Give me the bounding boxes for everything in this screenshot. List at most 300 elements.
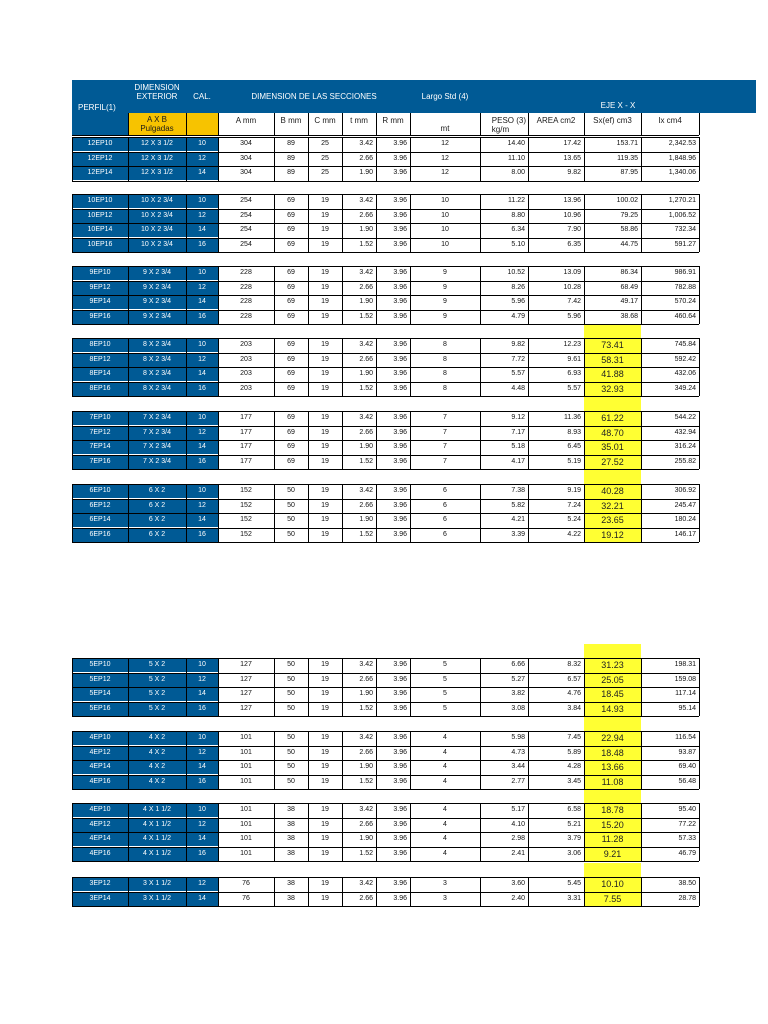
cell-cal: 12 — [186, 209, 218, 223]
header-eje — [480, 98, 756, 113]
cell-c-mm: 19 — [321, 778, 329, 785]
cell-perfil: 7EP14 — [72, 440, 128, 454]
cell-area: 5.24 — [567, 516, 581, 523]
cell-ix: 306.92 — [674, 487, 696, 494]
cell-t-mm: 1.90 — [359, 298, 373, 305]
grid-vline — [584, 113, 585, 135]
cell-perfil: 9EP10 — [72, 266, 128, 280]
header-cal — [186, 80, 218, 113]
cell-t-mm: 2.66 — [359, 356, 373, 363]
grid-vline — [218, 266, 219, 324]
cell-perfil: 12EP14 — [72, 166, 128, 180]
cell-sx: 100.02 — [616, 197, 638, 204]
grid-vline — [128, 137, 129, 181]
grid-vline — [128, 877, 129, 906]
grid-vline — [218, 484, 219, 542]
header-mt — [410, 113, 480, 135]
header-c-mm — [308, 113, 342, 135]
grid-vline — [480, 113, 481, 135]
grid-hline — [72, 396, 699, 397]
header-peso — [480, 113, 528, 135]
grid-vline — [308, 731, 309, 789]
cell-dimension: 10 X 2 3/4 — [128, 209, 186, 223]
cell-area: 5.57 — [567, 385, 581, 392]
grid-vline — [528, 194, 529, 252]
cell-largo: 8 — [443, 356, 447, 363]
cell-t-mm: 2.66 — [359, 895, 373, 902]
grid-vline — [72, 731, 73, 789]
cell-cal: 14 — [186, 223, 218, 237]
cell-t-mm: 3.42 — [359, 414, 373, 421]
cell-ix: 255.82 — [674, 458, 696, 465]
cell-r-mm: 3.96 — [393, 313, 407, 320]
cell-t-mm: 1.90 — [359, 835, 373, 842]
cell-ix: 570.24 — [674, 298, 696, 305]
grid-vline — [376, 484, 377, 542]
cell-r-mm: 3.96 — [393, 895, 407, 902]
header-dimension-secciones — [218, 80, 410, 113]
grid-vline — [342, 266, 343, 324]
cell-cal: 10 — [186, 803, 218, 817]
cell-largo: 9 — [443, 298, 447, 305]
cell-b-mm: 50 — [287, 676, 295, 683]
cell-dimension: 9 X 2 3/4 — [128, 266, 186, 280]
cell-dimension: 4 X 2 — [128, 746, 186, 760]
cell-largo: 6 — [443, 487, 447, 494]
header-ix — [641, 113, 699, 135]
cell-r-mm: 3.96 — [393, 284, 407, 291]
cell-sx: 119.35 — [617, 155, 638, 162]
cell-a-mm: 203 — [240, 370, 252, 377]
cell-t-mm: 1.52 — [359, 313, 373, 320]
grid-vline — [376, 194, 377, 252]
grid-hline — [72, 673, 699, 674]
cell-sx: 153.71 — [616, 140, 638, 147]
cell-area: 3.31 — [567, 895, 581, 902]
grid-vline — [218, 411, 219, 469]
grid-hline — [72, 528, 699, 529]
cell-dimension: 10 X 2 3/4 — [128, 223, 186, 237]
grid-hline — [72, 542, 699, 543]
cell-dimension: 6 X 2 — [128, 499, 186, 513]
cell-t-mm: 3.42 — [359, 806, 373, 813]
cell-a-mm: 127 — [240, 705, 252, 712]
cell-largo: 12 — [441, 169, 449, 176]
cell-sx: 32.93 — [584, 382, 641, 396]
cell-r-mm: 3.96 — [393, 531, 407, 538]
cell-largo: 12 — [441, 155, 449, 162]
grid-vline — [528, 484, 529, 542]
cell-b-mm: 89 — [287, 155, 295, 162]
cell-area: 6.57 — [567, 676, 581, 683]
grid-vline — [186, 877, 187, 906]
header-eje-band-top — [480, 80, 756, 98]
grid-vline — [274, 338, 275, 396]
grid-hline — [72, 382, 699, 383]
cell-r-mm: 3.96 — [393, 734, 407, 741]
cell-perfil: 5EP10 — [72, 658, 128, 672]
cell-perfil: 7EP12 — [72, 426, 128, 440]
cell-b-mm: 38 — [287, 806, 295, 813]
cell-b-mm: 50 — [287, 531, 295, 538]
grid-vline — [699, 411, 700, 469]
cell-c-mm: 19 — [321, 443, 329, 450]
cell-largo: 6 — [443, 531, 447, 538]
header-a-mm-label: A mm — [235, 116, 257, 125]
cell-t-mm: 1.52 — [359, 241, 373, 248]
cell-sx: 18.48 — [584, 746, 641, 760]
cell-dimension: 4 X 2 — [128, 760, 186, 774]
grid-hline — [72, 469, 699, 470]
cell-t-mm: 2.66 — [359, 284, 373, 291]
cell-peso: 5.57 — [511, 370, 525, 377]
cell-r-mm: 3.96 — [393, 414, 407, 421]
header-sx — [584, 113, 641, 135]
cell-ix: 95.40 — [678, 806, 696, 813]
cell-r-mm: 3.96 — [393, 705, 407, 712]
cell-r-mm: 3.96 — [393, 778, 407, 785]
cell-b-mm: 69 — [287, 458, 295, 465]
grid-vline — [584, 194, 585, 252]
grid-vline — [528, 411, 529, 469]
grid-vline — [699, 266, 700, 324]
cell-a-mm: 101 — [240, 835, 252, 842]
cell-ix: 95.14 — [678, 705, 696, 712]
cell-area: 4.22 — [567, 531, 581, 538]
grid-vline — [186, 803, 187, 861]
grid-hline — [72, 455, 699, 456]
cell-cal: 14 — [186, 892, 218, 906]
cell-c-mm: 19 — [321, 212, 329, 219]
cell-sx: 79.25 — [620, 212, 638, 219]
cell-perfil: 12EP12 — [72, 152, 128, 166]
cell-c-mm: 19 — [321, 313, 329, 320]
grid-vline — [308, 803, 309, 861]
cell-ix: 180.24 — [674, 516, 696, 523]
grid-hline — [72, 499, 699, 500]
cell-dimension: 7 X 2 3/4 — [128, 440, 186, 454]
cell-cal: 16 — [186, 528, 218, 542]
cell-b-mm: 69 — [287, 284, 295, 291]
grid-vline — [342, 731, 343, 789]
grid-vline — [641, 731, 642, 789]
cell-peso: 9.12 — [511, 414, 525, 421]
grid-vline — [128, 194, 129, 252]
cell-dimension: 5 X 2 — [128, 673, 186, 687]
cell-area: 10.28 — [563, 284, 581, 291]
cell-ix: 592.42 — [674, 356, 696, 363]
cell-largo: 10 — [441, 241, 449, 248]
cell-peso: 11.22 — [508, 197, 525, 204]
cell-dimension: 12 X 3 1/2 — [128, 166, 186, 180]
grid-vline — [410, 113, 411, 135]
cell-sx: 11.08 — [584, 775, 641, 789]
cell-ix: 591.27 — [674, 241, 696, 248]
cell-t-mm: 3.42 — [359, 197, 373, 204]
cell-cal: 16 — [186, 847, 218, 861]
grid-vline — [72, 877, 73, 906]
grid-vline — [218, 877, 219, 906]
grid-vline — [641, 484, 642, 542]
cell-area: 13.65 — [563, 155, 581, 162]
cell-ix: 117.14 — [675, 690, 696, 697]
grid-vline — [528, 731, 529, 789]
cell-peso: 3.08 — [511, 705, 525, 712]
cell-largo: 3 — [443, 895, 447, 902]
grid-vline — [218, 803, 219, 861]
cell-perfil: 5EP12 — [72, 673, 128, 687]
cell-t-mm: 3.42 — [359, 880, 373, 887]
header-cal-fill — [186, 113, 218, 135]
cell-c-mm: 19 — [321, 502, 329, 509]
cell-t-mm: 2.66 — [359, 502, 373, 509]
cell-cal: 10 — [186, 266, 218, 280]
grid-vline — [528, 266, 529, 324]
grid-hline — [72, 310, 699, 311]
cell-peso: 11.10 — [508, 155, 525, 162]
cell-perfil: 3EP12 — [72, 877, 128, 891]
cell-peso: 8.00 — [511, 169, 525, 176]
cell-perfil: 4EP12 — [72, 818, 128, 832]
cell-cal: 14 — [186, 367, 218, 381]
header-sx-label: Sx(ef) cm3 — [593, 116, 632, 125]
cell-r-mm: 3.96 — [393, 516, 407, 523]
cell-r-mm: 3.96 — [393, 835, 407, 842]
grid-hline — [72, 426, 699, 427]
cell-r-mm: 3.96 — [393, 690, 407, 697]
grid-hline — [72, 818, 699, 819]
cell-b-mm: 69 — [287, 241, 295, 248]
cell-r-mm: 3.96 — [393, 429, 407, 436]
header-area-label: AREA cm2 — [536, 116, 576, 125]
cell-perfil: 4EP14 — [72, 832, 128, 846]
cell-cal: 16 — [186, 455, 218, 469]
cell-cal: 10 — [186, 484, 218, 498]
grid-hline — [72, 906, 699, 907]
cell-c-mm: 19 — [321, 661, 329, 668]
grid-vline — [128, 338, 129, 396]
cell-c-mm: 19 — [321, 341, 329, 348]
cell-b-mm: 69 — [287, 298, 295, 305]
cell-b-mm: 89 — [287, 140, 295, 147]
cell-area: 4.28 — [567, 763, 581, 770]
grid-hline — [72, 847, 699, 848]
cell-peso: 7.72 — [511, 356, 525, 363]
grid-hline — [72, 238, 699, 239]
cell-a-mm: 76 — [242, 895, 250, 902]
header-mt-label: mt — [440, 124, 450, 133]
cell-r-mm: 3.96 — [393, 806, 407, 813]
grid-hline — [72, 209, 699, 210]
grid-vline — [72, 411, 73, 469]
cell-b-mm: 38 — [287, 835, 295, 842]
cell-a-mm: 177 — [240, 414, 252, 421]
cell-t-mm: 3.42 — [359, 734, 373, 741]
cell-area: 6.58 — [567, 806, 581, 813]
cell-ix: 316.24 — [674, 443, 696, 450]
cell-cal: 10 — [186, 338, 218, 352]
grid-vline — [584, 803, 585, 861]
grid-vline — [410, 137, 411, 181]
grid-vline — [376, 338, 377, 396]
grid-vline — [480, 338, 481, 396]
grid-vline — [376, 877, 377, 906]
cell-t-mm: 3.42 — [359, 487, 373, 494]
cell-peso: 5.98 — [511, 734, 525, 741]
cell-sx: 73.41 — [584, 338, 641, 352]
grid-vline — [480, 137, 481, 181]
cell-perfil: 8EP16 — [72, 382, 128, 396]
cell-perfil: 4EP12 — [72, 746, 128, 760]
grid-vline — [641, 338, 642, 396]
header-largo — [410, 80, 480, 113]
header-b-mm-label: B mm — [280, 116, 302, 125]
cell-t-mm: 1.52 — [359, 458, 373, 465]
grid-vline — [528, 338, 529, 396]
cell-b-mm: 69 — [287, 197, 295, 204]
grid-vline — [699, 484, 700, 542]
cell-t-mm: 2.66 — [359, 749, 373, 756]
grid-vline — [699, 731, 700, 789]
cell-peso: 2.98 — [511, 835, 525, 842]
cell-c-mm: 19 — [321, 705, 329, 712]
cell-r-mm: 3.96 — [393, 749, 407, 756]
grid-hline — [72, 152, 699, 153]
cell-c-mm: 19 — [321, 298, 329, 305]
grid-hline — [72, 832, 699, 833]
cell-sx: 61.22 — [584, 411, 641, 425]
cell-dimension: 7 X 2 3/4 — [128, 426, 186, 440]
cell-t-mm: 3.42 — [359, 341, 373, 348]
grid-hline — [72, 687, 699, 688]
cell-cal: 16 — [186, 382, 218, 396]
grid-vline — [342, 338, 343, 396]
cell-c-mm: 19 — [321, 458, 329, 465]
cell-peso: 9.82 — [511, 341, 525, 348]
cell-b-mm: 50 — [287, 778, 295, 785]
grid-vline — [72, 137, 73, 181]
cell-r-mm: 3.96 — [393, 197, 407, 204]
cell-largo: 8 — [443, 385, 447, 392]
cell-sx: 22.94 — [584, 731, 641, 745]
cell-perfil: 5EP14 — [72, 687, 128, 701]
cell-dimension: 9 X 2 3/4 — [128, 281, 186, 295]
cell-area: 11.36 — [564, 414, 581, 421]
cell-r-mm: 3.96 — [393, 661, 407, 668]
grid-vline — [186, 658, 187, 716]
grid-vline — [480, 731, 481, 789]
grid-hline — [72, 877, 699, 878]
grid-vline — [274, 113, 275, 135]
grid-hline — [72, 353, 699, 354]
cell-c-mm: 19 — [321, 356, 329, 363]
cell-c-mm: 19 — [321, 749, 329, 756]
grid-hline — [72, 295, 699, 296]
cell-largo: 7 — [443, 429, 447, 436]
cell-largo: 3 — [443, 880, 447, 887]
cell-a-mm: 101 — [240, 850, 252, 857]
cell-c-mm: 19 — [321, 895, 329, 902]
grid-vline — [72, 194, 73, 252]
cell-largo: 4 — [443, 821, 447, 828]
cell-sx: 68.49 — [620, 284, 638, 291]
cell-peso: 5.18 — [511, 443, 525, 450]
cell-largo: 6 — [443, 516, 447, 523]
cell-sx: 18.78 — [584, 803, 641, 817]
cell-area: 5.96 — [567, 313, 581, 320]
cell-ix: 1,848.96 — [668, 155, 696, 162]
grid-vline — [218, 658, 219, 716]
cell-area: 5.19 — [567, 458, 581, 465]
cell-c-mm: 19 — [321, 487, 329, 494]
cell-a-mm: 152 — [240, 487, 252, 494]
cell-t-mm: 1.52 — [359, 705, 373, 712]
cell-largo: 6 — [443, 502, 447, 509]
cell-dimension: 3 X 1 1/2 — [128, 877, 186, 891]
grid-vline — [308, 338, 309, 396]
cell-area: 7.45 — [567, 734, 581, 741]
grid-vline — [128, 484, 129, 542]
cell-cal: 12 — [186, 353, 218, 367]
cell-ix: 1,340.06 — [668, 169, 696, 176]
cell-dimension: 8 X 2 3/4 — [128, 338, 186, 352]
cell-area: 5.21 — [567, 821, 581, 828]
cell-cal: 16 — [186, 702, 218, 716]
cell-ix: 56.48 — [678, 778, 696, 785]
cell-c-mm: 25 — [321, 169, 329, 176]
grid-hline — [72, 513, 699, 514]
grid-vline — [641, 194, 642, 252]
cell-cal: 12 — [186, 818, 218, 832]
cell-cal: 16 — [186, 310, 218, 324]
grid-hline — [72, 181, 699, 182]
cell-sx: 58.86 — [620, 226, 638, 233]
grid-hline — [72, 367, 699, 368]
cell-a-mm: 254 — [240, 226, 252, 233]
cell-r-mm: 3.96 — [393, 155, 407, 162]
cell-t-mm: 2.66 — [359, 821, 373, 828]
cell-dimension: 7 X 2 3/4 — [128, 411, 186, 425]
cell-c-mm: 25 — [321, 155, 329, 162]
grid-vline — [480, 877, 481, 906]
cell-largo: 5 — [443, 676, 447, 683]
cell-a-mm: 177 — [240, 458, 252, 465]
cell-sx: 31.23 — [584, 658, 641, 672]
cell-t-mm: 3.42 — [359, 269, 373, 276]
cell-b-mm: 69 — [287, 269, 295, 276]
cell-largo: 7 — [443, 443, 447, 450]
header-r-mm-label: R mm — [382, 116, 404, 125]
cell-peso: 4.48 — [511, 385, 525, 392]
cell-sx: 27.52 — [584, 455, 641, 469]
cell-largo: 5 — [443, 661, 447, 668]
grid-vline — [410, 411, 411, 469]
grid-vline — [72, 338, 73, 396]
cell-a-mm: 101 — [240, 806, 252, 813]
cell-area: 12.23 — [563, 341, 581, 348]
cell-cal: 14 — [186, 687, 218, 701]
grid-hline — [72, 789, 699, 790]
cell-sx: 32.21 — [584, 499, 641, 513]
cell-cal: 14 — [186, 295, 218, 309]
cell-r-mm: 3.96 — [393, 341, 407, 348]
cell-t-mm: 1.52 — [359, 385, 373, 392]
grid-vline — [584, 658, 585, 716]
cell-r-mm: 3.96 — [393, 140, 407, 147]
cell-dimension: 6 X 2 — [128, 513, 186, 527]
cell-c-mm: 19 — [321, 284, 329, 291]
cell-largo: 4 — [443, 835, 447, 842]
